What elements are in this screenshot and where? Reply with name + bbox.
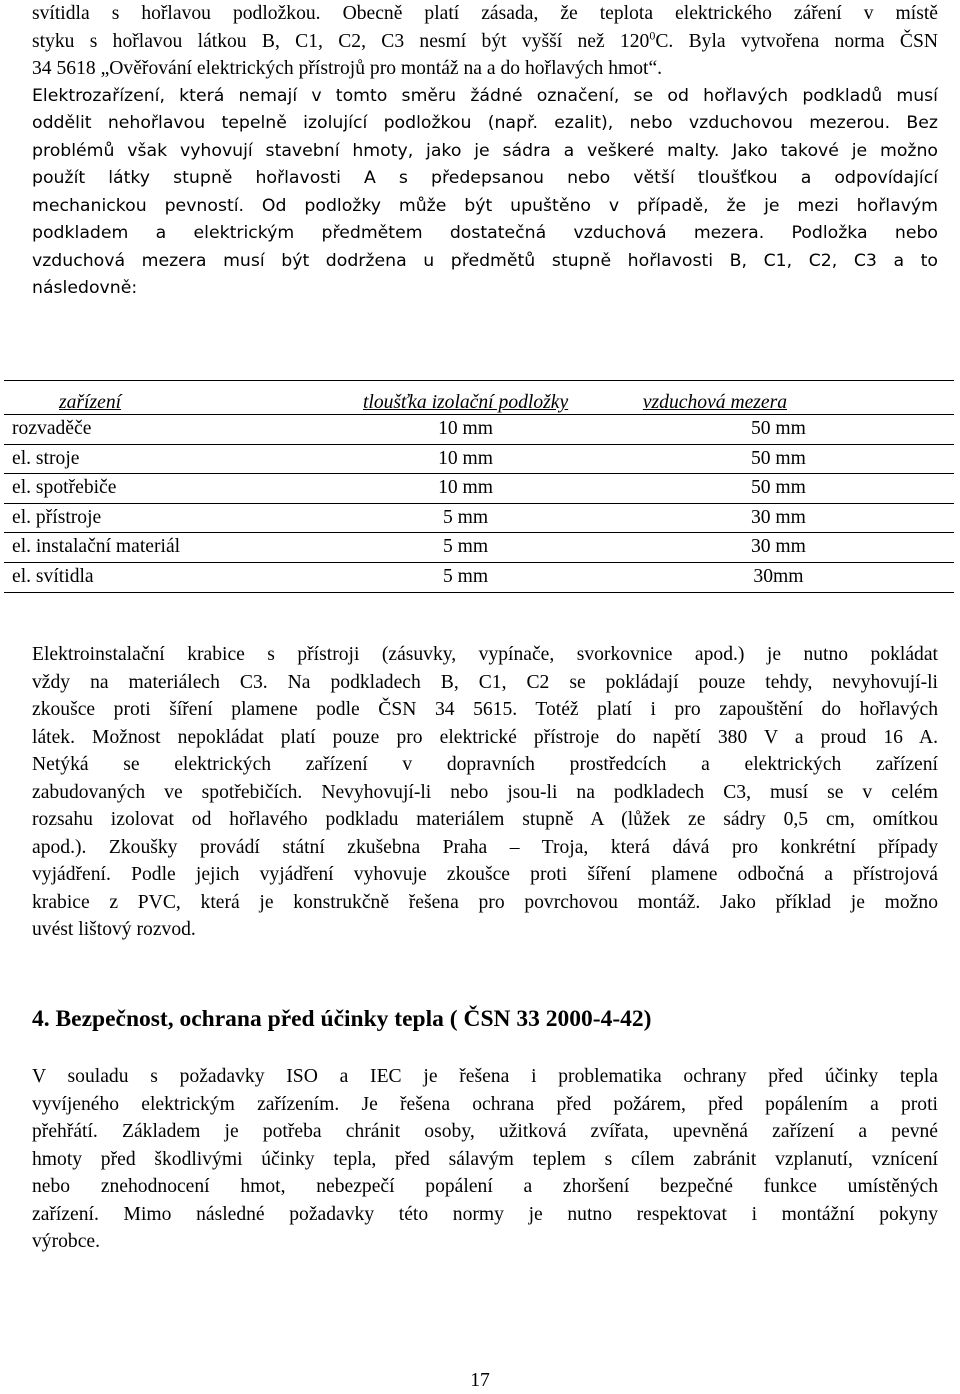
cell-device: el. přístroje <box>12 506 102 528</box>
cell-thickness: 5 mm <box>442 565 489 587</box>
text-line: použít látky stupně hořlavosti A s předepsanou nebo větší tloušťkou a odpovídající <box>32 168 938 188</box>
cell-device: el. stroje <box>12 447 80 469</box>
text-line: podkladem a elektrickým předmětem dostatečná vzduchová mezera. Podložka nebo <box>32 223 938 243</box>
insulation-table <box>4 380 954 593</box>
text-line: problémů však vyhovují stavební hmoty, jako je sádra a veškeré malty. Jako takové je možno <box>32 140 938 161</box>
text-line: Netýká se elektrických zařízení v dopravních prostředcích a elektrických zařízení <box>32 754 938 775</box>
table-row <box>4 474 954 504</box>
text-line: uvést lištový rozvod. <box>32 919 196 940</box>
text-line: zkoušce proti šíření plamene podle ČSN 34 5615. Totéž platí i pro zapouštění do hořlavých <box>32 699 938 720</box>
text-line: zabudovaných ve spotřebičích. Nevyhovují-li nebo jsou-li na podkladech C3, musí se v celém <box>32 781 938 803</box>
text-line: Elektroinstalační krabice s přístroji (zásuvky, vypínače, svorkovnice apod.) je nutno pokládat <box>32 644 938 665</box>
text-line: vyjádření. Podle jejich vyjádření vyhovuje zkoušce proti šíření plamene odbočná a přístrojová <box>32 864 938 885</box>
cell-air-gap: 50 mm <box>750 477 806 499</box>
text-line: apod.). Zkoušky provádí státní zkušebna Praha – Troja, která dává pro konkrétní případy <box>32 836 938 858</box>
cell-air-gap: 30 mm <box>750 506 806 528</box>
text-line: látek. Možnost nepokládat platí pouze pro elektrické přístroje do napětí 380 V a proud 16 A. <box>32 726 938 748</box>
cell-thickness: 5 mm <box>442 536 489 558</box>
table-row <box>4 562 954 592</box>
superscript-degree: 0 <box>649 27 656 42</box>
cell-device: el. svítidla <box>12 565 94 587</box>
column-header-air-gap: vzduchová mezera <box>642 392 788 413</box>
table-row <box>4 415 954 445</box>
table-row <box>4 444 954 474</box>
paragraph-heat-protection <box>32 1063 938 1256</box>
cell-thickness: 10 mm <box>438 477 494 499</box>
text-line: krabice z PVC, která je konstrukčně řešena pro povrchovou montáž. Jako příklad je možno <box>32 891 938 913</box>
text-line: vzduchová mezera musí být dodržena u předmětů stupně hořlavosti B, C1, C2, C3 a to <box>32 250 938 271</box>
cell-thickness: 10 mm <box>438 447 494 469</box>
table-row <box>4 503 954 533</box>
text-line: následovně: <box>32 278 138 298</box>
text-line: Elektrozařízení, která nemají v tomto směru žádné označení, se od hořlavých podkladů musí <box>32 85 938 106</box>
cell-device: el. instalační materiál <box>12 536 181 558</box>
text-line: hmoty před škodlivými účinky tepla, před sálavým teplem s cílem zabránit vzplanutí, vznícení <box>32 1148 938 1170</box>
cell-air-gap: 50 mm <box>750 447 806 469</box>
table-header-row <box>4 381 954 415</box>
text-line: výrobce. <box>32 1231 101 1252</box>
paragraph-intro <box>32 0 938 303</box>
text-line: styku s hořlavou látkou B, C1, C2, C3 nesmí být vyšší než $120^0C$. Byla vytvořena norma ČSN <box>32 27 938 52</box>
page-number: 17 <box>470 1370 490 1391</box>
text-line: V souladu s požadavky ISO a IEC je řešena i problematika ochrany před účinky tepla <box>32 1066 938 1087</box>
text-line: 34 5618 „Ověřování elektrických přístrojů pro montáž na a do hořlavých hmot“. <box>32 58 663 79</box>
cell-air-gap: 30mm <box>753 565 804 587</box>
cell-thickness: 5 mm <box>442 506 489 528</box>
text-line: rozsahu izolovat od hořlavého podkladu materiálem stupně A (lůžek ze sádry 0,5 cm, omítkou <box>32 809 938 830</box>
paragraph-junction-boxes <box>32 641 938 944</box>
text-line: zařízení. Mimo následné požadavky této normy je nutno respektovat i montážní pokyny <box>32 1203 938 1225</box>
column-header-device: zařízení <box>59 392 122 413</box>
section-heading: 4. Bezpečnost, ochrana před účinky tepla ( ČSN 33 2000-4-42) <box>32 1006 652 1032</box>
text-line: mechanickou pevností. Od podložky může být upuštěno v případě, že je mezi hořlavým <box>32 195 938 216</box>
cell-air-gap: 30 mm <box>750 536 806 558</box>
cell-device: el. spotřebiče <box>12 477 117 499</box>
cell-device: rozvaděče <box>12 418 92 439</box>
text-line: nebo znehodnocení hmot, nebezpečí popálení a zhoršení bezpečné funkce umístěných <box>32 1176 938 1197</box>
table-row <box>4 533 954 563</box>
text-line: vyvíjeného elektrickým zařízením. Je řešena ochrana před požárem, před popálením a proti <box>32 1093 938 1115</box>
text-line: vždy na materiálech C3. Na podkladech B, C1, C2 se pokládají pouze tehdy, nevyhovují-li <box>32 671 938 693</box>
text-line: oddělit nehořlavou tepelně izolující podložkou (např. ezalit), nebo vzduchovou mezerou. Bez <box>32 113 938 133</box>
text-line: přehřátí. Základem je potřeba chránit osoby, užitková zvířata, upevněná zařízení a pevné <box>32 1121 938 1142</box>
text-line: svítidla s hořlavou podložkou. Obecně platí zásada, že teplota elektrického záření v místě <box>32 3 938 24</box>
cell-air-gap: 50 mm <box>750 418 806 439</box>
column-header-thickness: tloušťka izolační podložky <box>362 392 569 413</box>
cell-thickness: 10 mm <box>438 418 494 439</box>
